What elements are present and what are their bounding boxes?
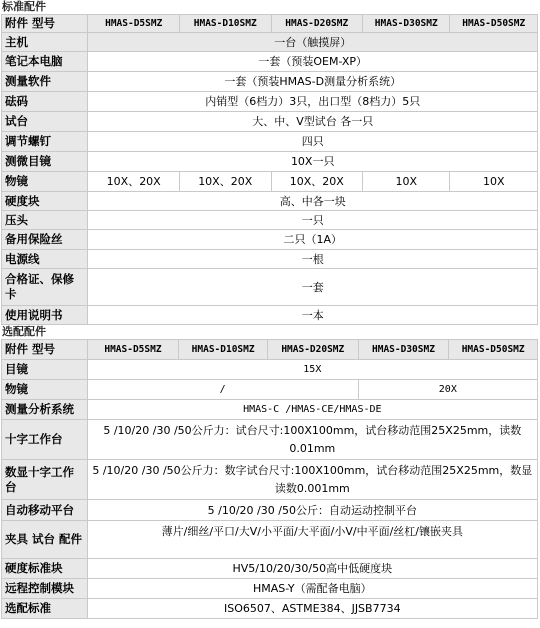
model-header: HMAS-D30SMZ [363, 15, 450, 33]
model-header: HMAS-D20SMZ [271, 15, 363, 33]
table-row [2, 420, 538, 460]
row-label: 自动移动平台 [2, 500, 88, 521]
model-header: HMAS-D50SMZ [449, 340, 538, 360]
row-label: 硬度标准块 [2, 559, 88, 579]
row-label: 物镜 [2, 172, 88, 192]
table-row [2, 599, 538, 619]
model-header: HMAS-D5SMZ [88, 15, 180, 33]
row-value: 一台（触摸屏） [88, 33, 538, 52]
row-value: 一套 [88, 269, 538, 306]
objective-cell: 10X [450, 172, 538, 192]
table-row [2, 250, 538, 269]
row-label: 夹具 试台 配件 [2, 521, 88, 559]
table-row [2, 521, 538, 559]
row-value: 5 /10/20 /30 /50公斤力：试台尺寸:100X100mm，试台移动范围25X25mm，读数0.01mm [87, 420, 537, 460]
row-value: 内销型（6档力）3只，出口型（8档力）5只 [88, 92, 538, 112]
table-row [2, 579, 538, 599]
table-row [2, 500, 538, 521]
row-value: 一本 [88, 306, 538, 325]
row-label: 试台 [2, 112, 88, 132]
row-label: 测量分析系统 [2, 400, 88, 420]
table-row [2, 92, 538, 112]
row-label: 调节螺钉 [2, 132, 88, 152]
objective-cell: / [87, 380, 358, 400]
model-header: HMAS-D20SMZ [267, 340, 358, 360]
table-row [2, 559, 538, 579]
row-value: 薄片/细丝/平口/大V/小平面/大平面/小V/中平面/丝杠/镶嵌夹具 [87, 521, 537, 559]
row-label: 主机 [2, 33, 88, 52]
row-label: 电源线 [2, 250, 88, 269]
row-value: 一根 [88, 250, 538, 269]
table-row [2, 172, 538, 192]
table-row [2, 269, 538, 306]
model-header: HMAS-D5SMZ [87, 340, 179, 360]
row-value: 一套（预装HMAS-D测量分析系统） [88, 72, 538, 92]
row-label: 测量软件 [2, 72, 88, 92]
table-row [2, 52, 538, 72]
table-row [2, 230, 538, 250]
table-row [2, 400, 538, 420]
table-row [2, 380, 538, 400]
optional-accessories-table [1, 339, 538, 619]
objective-cell: 10X、20X [271, 172, 363, 192]
table-row [2, 360, 538, 380]
row-value: 大、中、V型试台 各一只 [88, 112, 538, 132]
row-value: HMAS-Y（需配备电脑） [87, 579, 537, 599]
table-row [2, 33, 538, 52]
row-label: 目镜 [2, 360, 88, 380]
row-value: 10X一只 [88, 152, 538, 172]
table-row [2, 192, 538, 211]
model-header: HMAS-D10SMZ [179, 15, 271, 33]
table-header-row [2, 15, 538, 33]
row-value: 5 /10/20 /30 /50公斤：自动运动控制平台 [87, 500, 537, 521]
model-header: HMAS-D50SMZ [450, 15, 538, 33]
row-value: HMAS-C /HMAS-CE/HMAS-DE [87, 400, 537, 420]
table-row [2, 132, 538, 152]
row-value: HV5/10/20/30/50高中低硬度块 [87, 559, 537, 579]
row-label: 物镜 [2, 380, 88, 400]
optional-section-title: 选配配件 [2, 325, 46, 338]
row-value: 二只（1A） [88, 230, 538, 250]
standard-section-title: 标准配件 [2, 0, 46, 13]
row-label: 压头 [2, 211, 88, 230]
row-value: 高、中各一块 [88, 192, 538, 211]
objective-cell: 10X [363, 172, 450, 192]
row-value: 一套（预装OEM-XP） [88, 52, 538, 72]
row-label: 备用保险丝 [2, 230, 88, 250]
model-header: HMAS-D30SMZ [358, 340, 449, 360]
table-row [2, 460, 538, 500]
row-value: 四只 [88, 132, 538, 152]
table-row [2, 112, 538, 132]
table-row [2, 306, 538, 325]
table-row [2, 72, 538, 92]
row-value: ISO6507、ASTME384、JJSB7734 [87, 599, 537, 619]
header-label: 附件 型号 [2, 15, 88, 33]
header-label: 附件 型号 [2, 340, 88, 360]
table-row [2, 211, 538, 230]
row-label: 砝码 [2, 92, 88, 112]
table-header-row [2, 340, 538, 360]
row-value: 15X [87, 360, 537, 380]
row-label: 笔记本电脑 [2, 52, 88, 72]
row-label: 选配标准 [2, 599, 88, 619]
row-label: 使用说明书 [2, 306, 88, 325]
row-value: 一只 [88, 211, 538, 230]
row-label: 合格证、保修卡 [2, 269, 88, 306]
row-label: 测微目镜 [2, 152, 88, 172]
objective-cell: 20X [358, 380, 537, 400]
row-label: 十字工作台 [2, 420, 88, 460]
row-value: 5 /10/20 /30 /50公斤力：数字试台尺寸:100X100mm，试台移动范围25X25mm，数显读数0.001mm [87, 460, 537, 500]
table-row [2, 152, 538, 172]
row-label: 硬度块 [2, 192, 88, 211]
standard-accessories-table [1, 14, 538, 325]
row-label: 数显十字工作台 [2, 460, 88, 500]
model-header: HMAS-D10SMZ [179, 340, 268, 360]
objective-cell: 10X、20X [88, 172, 180, 192]
row-label: 远程控制模块 [2, 579, 88, 599]
objective-cell: 10X、20X [179, 172, 271, 192]
